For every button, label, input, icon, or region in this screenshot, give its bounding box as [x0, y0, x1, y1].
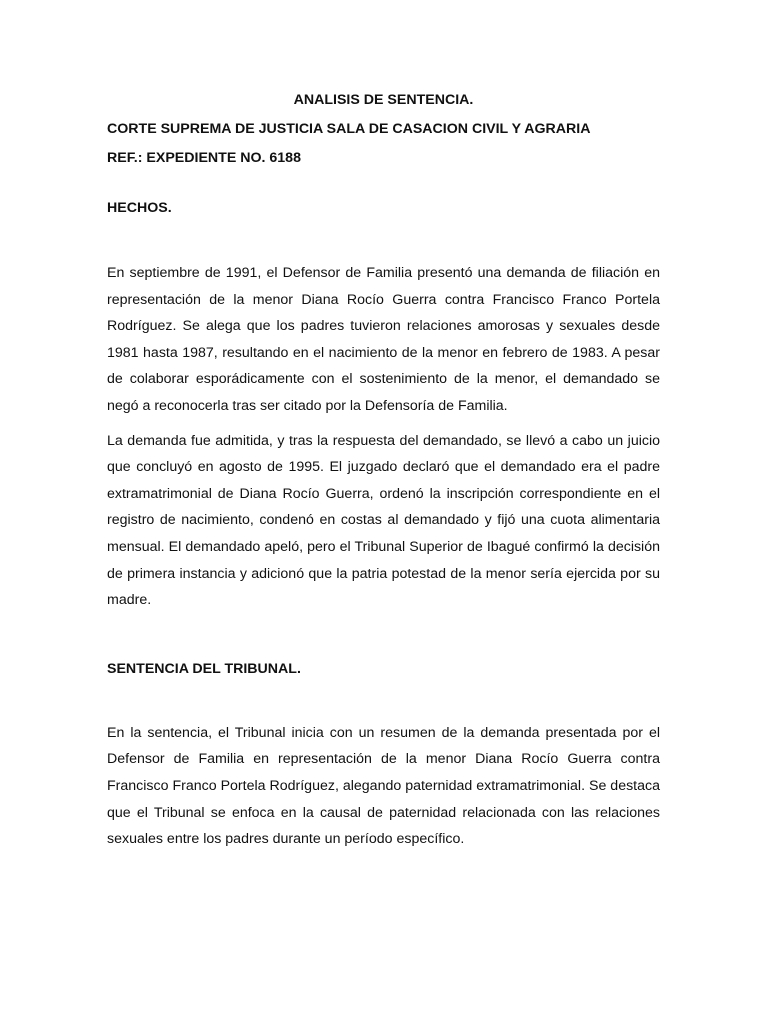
sentencia-paragraph-1: En la sentencia, el Tribunal inicia con un resumen de la demanda presentada por el Defensor de Familia en representación de la menor Diana Rocío Guerra contra Francisco Franco Portela Rodríguez, alegando paternidad extramatrimonial. Se destaca que el Tribunal se enfoca en la causal de paternidad relacionada con las relaciones sexuales entre los padres durante un período específico.	[107, 724, 660, 848]
section-heading-sentencia: SENTENCIA DEL TRIBUNAL.	[107, 660, 301, 677]
hechos-paragraph-1: En septiembre de 1991, el Defensor de Familia presentó una demanda de filiación en representación de la menor Diana Rocío Guerra contra Francisco Franco Portela Rodríguez. Se alega que los padres tuvieron relaciones amorosas y sexuales desde 1981 hasta 1987, resultando en el nacimiento de la menor en febrero de 1983. A pesar de colaborar esporádicamente con el sostenimiento de la menor, el demandado se negó a reconocerla tras ser citado por la Defensoría de Familia.	[107, 265, 660, 414]
document-body	[107, 90, 660, 853]
court-name: CORTE SUPREMA DE JUSTICIA SALA DE CASACION CIVIL Y AGRARIA	[107, 121, 591, 137]
section-heading-hechos: HECHOS.	[107, 200, 172, 216]
hechos-paragraph-2: La demanda fue admitida, y tras la respuesta del demandado, se llevó a cabo un juicio que concluyó en agosto de 1995. El juzgado declaró que el demandado era el padre extramatrimonial de Diana Rocío Guerra, ordenó la inscripción correspondiente en el registro de nacimiento, condenó en costas al demandado y fijó una cuota alimentaria mensual. El demandado apeló, pero el Tribunal Superior de Ibagué confirmó la decisión de primera instancia y adicionó que la patria potestad de la menor sería ejercida por su madre.	[107, 432, 660, 609]
document-title: ANALISIS DE SENTENCIA.	[293, 92, 474, 108]
file-reference: REF.: EXPEDIENTE NO. 6188	[107, 150, 301, 166]
